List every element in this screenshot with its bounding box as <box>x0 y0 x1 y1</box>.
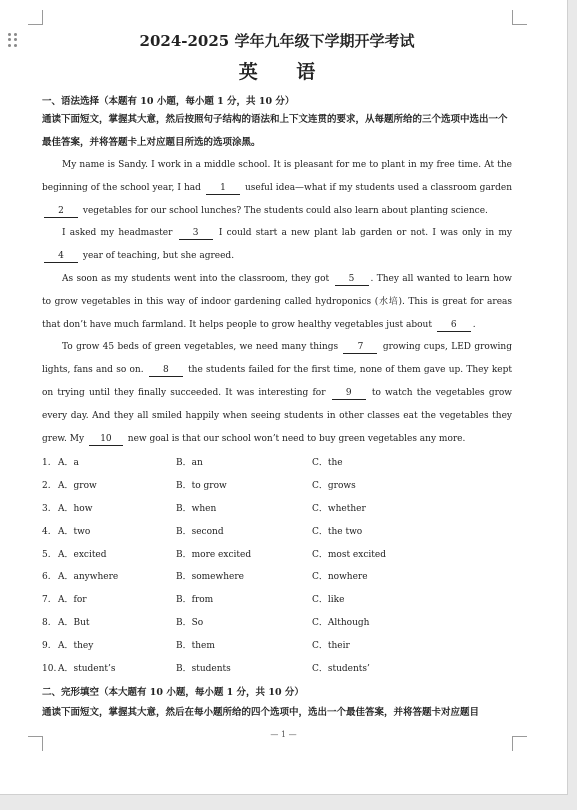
answer-blank: 8 <box>149 364 183 377</box>
option-row <box>42 612 512 635</box>
option-c: C．the two <box>312 526 363 537</box>
answer-blank: 4 <box>44 250 78 263</box>
page-corner-mark <box>512 10 527 25</box>
option-row <box>42 635 512 658</box>
option-row <box>42 498 512 521</box>
option-b: B．to grow <box>176 481 227 492</box>
question-number: 1. <box>42 458 51 469</box>
answer-blank: 10 <box>89 433 123 446</box>
passage-text: As soon as my students went into the classroom, they got <box>62 273 333 284</box>
option-b: B．somewhere <box>176 572 244 583</box>
option-b: B．students <box>176 663 231 674</box>
option-row <box>42 658 512 681</box>
option-a: A．for <box>58 595 87 606</box>
subject-title: 英 语 <box>238 61 332 83</box>
option-b: B．second <box>176 526 224 537</box>
option-row <box>42 566 512 589</box>
option-c: C．nowhere <box>312 572 368 583</box>
question-number: 9. <box>42 640 51 651</box>
question-number: 2. <box>42 481 51 492</box>
option-row <box>42 544 512 567</box>
option-a: A．student’s <box>58 663 116 674</box>
passage-paragraph <box>42 222 512 268</box>
option-row <box>42 521 512 544</box>
drag-handle-icon[interactable] <box>8 33 18 47</box>
page-content <box>42 30 512 723</box>
option-a: A．But <box>58 617 90 628</box>
option-a: A．a <box>58 458 79 469</box>
passage-text: growing cups, LED growing lights, fans and so on. <box>42 342 512 376</box>
option-a: A．they <box>58 640 94 651</box>
passage-text: to watch the vegetables grow every day. And they all smiled happily when seeing students in other classes eat the vegetables they grew. My <box>42 387 513 444</box>
passage-text: new goal is that our school won’t need to buy green vegetables any more. <box>124 433 466 444</box>
page-corner-mark <box>28 10 43 25</box>
question-number: 8. <box>42 617 51 628</box>
passage-paragraph <box>42 154 512 222</box>
passage-text: year of teaching, but she agreed. <box>80 251 235 262</box>
option-row <box>42 452 512 475</box>
passage-text: I could start a new plant lab garden or not. I was only in my <box>214 228 512 239</box>
option-c: C．the <box>312 458 343 469</box>
answer-blank: 5 <box>335 273 369 286</box>
option-b: B．an <box>176 458 203 469</box>
passage-text: vegetables for our school lunches? The students could also learn about planting science. <box>80 205 488 216</box>
question-number: 3. <box>42 503 51 514</box>
passage-paragraph <box>42 336 512 450</box>
passage-text: . <box>472 319 476 330</box>
question-number: 5. <box>42 549 51 560</box>
option-b: B．more excited <box>176 549 252 560</box>
passage-text: . They all wanted to learn how to grow vegetables in this way of indoor gardening called hydroponics (水培). This is great for areas that don’t have much farmland. It helps people to grow healthy vegetables just about <box>42 273 512 330</box>
option-c: C．whether <box>312 503 366 514</box>
passage-text: To grow 45 beds of green vegetables, we need many things <box>62 342 342 353</box>
option-a: A．how <box>58 503 93 514</box>
option-b: B．them <box>176 640 215 651</box>
section-instruction: 通读下面短文，掌握其大意，然后在每小题所给的四个选项中，选出一个最佳答案，并将答题卡对应题目 <box>42 707 480 719</box>
option-a: A．excited <box>58 549 107 560</box>
option-c: C．Although <box>312 617 370 628</box>
question-number: 4. <box>42 526 51 537</box>
passage <box>42 154 512 450</box>
answer-blank: 3 <box>179 227 213 240</box>
section-2 <box>42 683 512 723</box>
page-title: 2024-2025 学年九年级下学期开学考试 <box>139 32 415 50</box>
options-list <box>42 452 512 680</box>
question-number: 7. <box>42 595 51 606</box>
option-row <box>42 589 512 612</box>
option-c: C．students’ <box>312 663 370 674</box>
answer-blank: 7 <box>343 341 377 354</box>
passage-text: useful idea—what if my students used a classroom garden <box>241 182 512 193</box>
passage-text: the students failed for the first time, none of them gave up. They kept on trying until they finally succeeded. It was interesting for <box>42 365 512 398</box>
answer-blank: 2 <box>44 205 78 218</box>
question-number: 6. <box>42 572 51 583</box>
answer-blank: 6 <box>437 319 471 332</box>
option-b: B．from <box>176 595 214 606</box>
option-a: A．two <box>58 526 91 537</box>
option-a: A．anywhere <box>58 572 119 583</box>
section-heading: 一、语法选择（本题有 10 小题，每小题 1 分，共 10 分） <box>42 96 295 107</box>
question-number: 10. <box>42 663 57 674</box>
section-heading: 二、完形填空（本大题有 10 小题，每小题 1 分，共 10 分） <box>42 687 304 699</box>
passage-text: I asked my headmaster <box>62 228 177 239</box>
passage-text: My name is Sandy. I work in a middle school. It is pleasant for me to plant in my free time. At the beginning of the school year, I had <box>42 160 512 193</box>
option-a: A．grow <box>58 481 97 492</box>
section-instruction: 通读下面短文，掌握其大意，然后按照句子结构的语法和上下文连贯的要求，从每题所给的三个选项中选出一个最佳答案，并将答题卡上对应题目所选的选项涂黑。 <box>42 114 508 148</box>
option-b: B．So <box>176 617 204 628</box>
option-c: C．their <box>312 640 350 651</box>
option-c: C．most excited <box>312 549 386 560</box>
option-c: C．like <box>312 595 345 606</box>
answer-blank: 1 <box>206 182 240 195</box>
page-number: — 1 — <box>270 730 297 739</box>
option-c: C．grows <box>312 481 356 492</box>
passage-paragraph <box>42 268 512 336</box>
option-row <box>42 475 512 498</box>
option-b: B．when <box>176 503 217 514</box>
answer-blank: 9 <box>332 387 366 400</box>
